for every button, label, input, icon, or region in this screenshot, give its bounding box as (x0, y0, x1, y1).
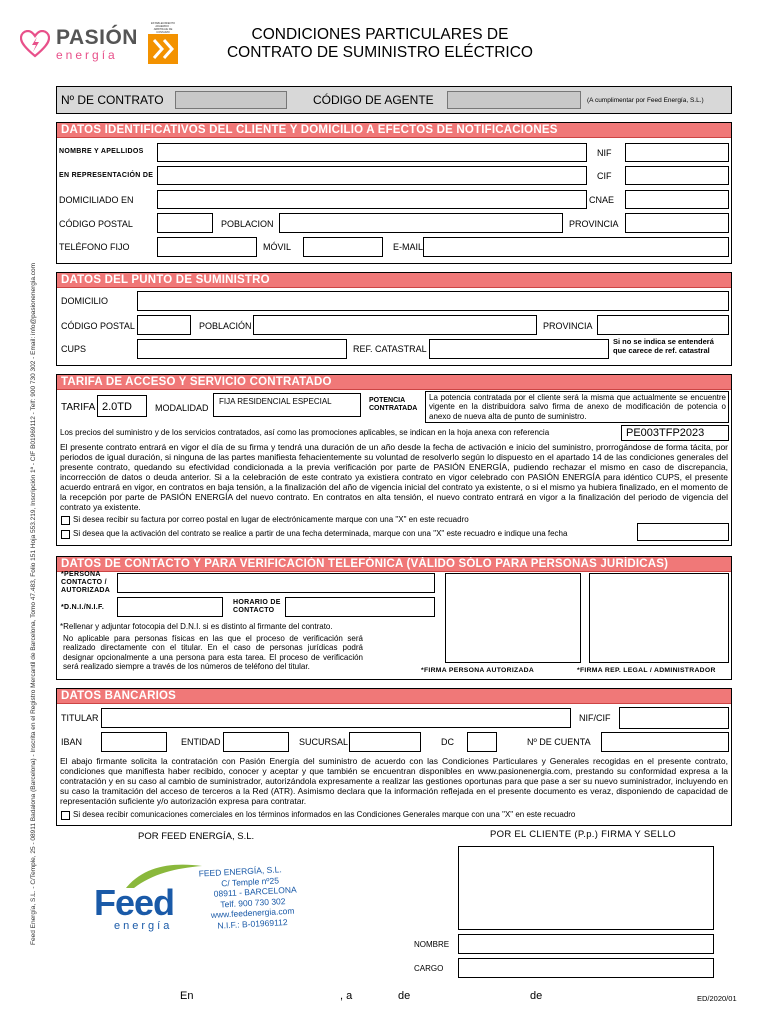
supply-province-field[interactable] (597, 315, 729, 335)
contact-note-2: No aplicable para personas físicas en las que el proceso de verificación será realizado directamente con el titular. En el caso de personas jurídicas podrá designar opcionalmente a una persona para esta tarea. El proceso de verificación será realizado siempre a través de los números de teléfono del titular. (63, 634, 363, 672)
brand-name: PASIÓN (56, 26, 138, 49)
prices-text: Los precios del suministro y de los servicios contratados, así como las promociones aplicables, se indican en la hoja anexa con referencia (60, 428, 550, 437)
name-field[interactable] (157, 143, 587, 162)
dni-label: *D.N.I./N.I.F. (61, 604, 105, 611)
account-label: Nº DE CUENTA (527, 737, 591, 747)
consent-text: El abajo firmante solicita la contratación con Pasión Energía del suministro de acuerdo con las Condiciones Particulares y Generales recogidas en el presente contrato, condiciones que manifiesta haber recibido, conocer y aceptar y que también se encuentran disponibles en www.pasionenergia.com, prestando su conformidad expresa a la contratación y en su caso al cambio de suministrador, autorizándola expresamente a realizar las gestiones oportunas para que pase a ser su nuevo suministrador, incluyendo en su caso la tramitación del acceso de terceros a la Red (ATR). Asimismo declara que la información reflejada en el presente documento es veraz, disponiendo de capacidad de representación suficiente y/o autorización expresa para contratar. (60, 756, 728, 806)
email-label: E-MAIL (393, 242, 424, 252)
contract-note: (A cumplimentar por Feed Energía, S.L.) (587, 97, 704, 104)
tariff-value: 2.0TD (102, 401, 132, 413)
side-legal-text: Feed Energía, S.L. - C/Temple, 25 - 08911 Badalona (Barcelona) - Inscrita en el Registro Mercantil de Barcelona, Tomo 47.483, Folio 151 Hoja 553.219, Inscripción 1ª - CIF B01969112 - Telf: 900 730 302 - Email: info@pasionenergia.com (30, 262, 37, 945)
client-section (56, 122, 732, 264)
cadastral-label: REF. CATASTRAL (353, 344, 427, 354)
feed-logo-word: Feed (94, 882, 175, 923)
sign-representative-label: *FIRMA REP. LEGAL / ADMINISTRADOR (577, 667, 716, 674)
mode-label: MODALIDAD (155, 403, 209, 413)
tariff-section (56, 374, 732, 546)
person-label-3: AUTORIZADA (61, 587, 111, 594)
signer-name-field[interactable] (458, 934, 714, 954)
province-field[interactable] (625, 213, 729, 233)
nif-label: NIF (597, 148, 612, 158)
rep-field[interactable] (157, 166, 587, 185)
cadastral-note (613, 337, 714, 355)
client-heading: DATOS IDENTIFICATIVOS DEL CLIENTE Y DOMICILIO A EFECTOS DE NOTIFICACIONES (57, 123, 731, 138)
brand-sub: energía (56, 48, 118, 62)
signer-role-label: CARGO (414, 964, 444, 973)
mobile-label: MÓVIL (263, 242, 292, 252)
consumer-seal (148, 22, 178, 70)
cnae-label: CNAE (589, 195, 615, 205)
contract-number-label: Nº DE CONTRATO (61, 93, 164, 107)
supply-address-label: DOMICILIO (61, 296, 109, 306)
cadastral-note-2: que carece de ref. catastral (613, 346, 710, 355)
comms-label: Si desea recibir comunicaciones comerciales en los términos informados en las Condiciones Generales marque con una "X" en este recuadro (73, 810, 576, 819)
reference-value: PE003TFP2023 (626, 427, 705, 439)
phone-label: TELÉFONO FIJO (59, 242, 130, 252)
hours-label-1: HORARIO DE (233, 599, 281, 606)
cadastral-field[interactable] (429, 339, 609, 359)
client-signature-label: POR EL CLIENTE (P.p.) FIRMA Y SELLO (490, 829, 676, 840)
version-label: ED/2020/01 (697, 994, 737, 1003)
entity-label: ENTIDAD (181, 737, 221, 747)
person-label-1: *PERSONA (61, 571, 101, 578)
hours-field[interactable] (285, 597, 435, 617)
sign-representative-box[interactable] (589, 573, 729, 663)
phone-field[interactable] (157, 237, 257, 257)
hours-label (233, 599, 281, 615)
contact-person-field[interactable] (117, 573, 435, 593)
cups-field[interactable] (137, 339, 347, 359)
feed-logo-sub: energía (114, 920, 173, 932)
nif-field[interactable] (625, 143, 729, 162)
supply-heading: DATOS DEL PUNTO DE SUMINISTRO (57, 273, 731, 288)
power-label-2: CONTRATADA (369, 405, 418, 412)
cups-label: CUPS (61, 344, 87, 354)
tariff-field[interactable] (97, 395, 147, 417)
bank-nif-label: NIF/CIF (579, 713, 611, 723)
contact-person-label (61, 571, 110, 595)
hours-label-2: CONTACTO (233, 607, 275, 614)
postal-label: CÓDIGO POSTAL (59, 219, 133, 229)
sign-authorized-box[interactable] (445, 573, 581, 663)
company-stamp (198, 864, 298, 932)
entity-field[interactable] (223, 732, 289, 752)
title-line-1: CONDICIONES PARTICULARES DE (251, 26, 509, 43)
supply-postal-label: CÓDIGO POSTAL (61, 321, 135, 331)
supply-city-field[interactable] (253, 315, 537, 335)
supply-postal-field[interactable] (137, 315, 191, 335)
tariff-label: TARIFA (61, 402, 96, 413)
stamp-line-6: N.I.F.: B-01969112 (217, 916, 288, 931)
activation-date-label: Si desea que la activación del contrato se realice a partir de una fecha determinada, marque con una "X" este recuadro e indique una fecha (73, 529, 568, 538)
account-field[interactable] (601, 732, 729, 752)
power-label-1: POTENCIA (369, 397, 406, 404)
contact-heading: DATOS DE CONTACTO Y PARA VERIFICACIÓN TELEFÓNICA (VÁLIDO SÓLO PARA PERSONAS JURÍDICAS) (57, 557, 731, 572)
tariff-heading: TARIFA DE ACCESO Y SERVICIO CONTRATADO (57, 375, 731, 390)
signer-role-field[interactable] (458, 958, 714, 978)
client-signature-box[interactable] (458, 846, 714, 930)
feed-signature-label: POR FEED ENERGÍA, S.L. (138, 831, 255, 842)
holder-field[interactable] (101, 708, 571, 728)
iban-field[interactable] (101, 732, 167, 752)
contact-note-1: *Rellenar y adjuntar fotocopia del D.N.I. si es distinto al firmante del contrato. (60, 622, 333, 631)
agent-code-label: CÓDIGO DE AGENTE (313, 93, 434, 107)
stamp-line-1: FEED ENERGÍA, S.L. (198, 864, 282, 879)
contact-section (56, 556, 732, 680)
cadastral-note-1: Si no se indica se entenderá (613, 337, 714, 346)
city-label: POBLACION (221, 219, 274, 229)
supply-province-label: PROVINCIA (543, 321, 593, 331)
seal-icon (148, 34, 178, 64)
date-of-label-2: de (530, 990, 543, 1002)
stamp-line-5: www.feedenergia.com (210, 905, 295, 920)
reference-field[interactable] (621, 425, 729, 441)
brand-logo (20, 26, 140, 66)
supply-section (56, 272, 732, 366)
place-label: En (180, 990, 194, 1002)
rep-label: EN REPRESENTACIÓN DE (59, 172, 154, 179)
province-label: PROVINCIA (569, 219, 619, 229)
mode-field[interactable] (213, 393, 361, 417)
activation-date-checkbox[interactable] (61, 530, 70, 539)
address-label: DOMICILIADO EN (59, 195, 134, 205)
contract-bar (56, 86, 732, 114)
bank-nif-field[interactable] (619, 707, 729, 729)
cnae-field[interactable] (625, 190, 729, 209)
supply-city-label: POBLACIÓN (199, 321, 252, 331)
postal-invoice-checkbox[interactable] (61, 516, 70, 525)
cif-label: CIF (597, 171, 612, 181)
seal-text: ESTABLECIMIENTO ADHERIDO · ARBITRAJE DE CONSUMO (150, 22, 176, 34)
stamp-line-2: C/ Temple nº25 (220, 874, 280, 888)
stamp-line-3: 08911 - BARCELONA (213, 884, 297, 899)
branch-label: SUCURSAL (299, 737, 349, 747)
dc-field[interactable] (467, 732, 497, 752)
address-field[interactable] (157, 190, 587, 209)
dc-label: DC (441, 737, 454, 747)
supply-address-field[interactable] (137, 291, 729, 311)
cif-field[interactable] (625, 166, 729, 185)
mode-value: FIJA RESIDENCIAL ESPECIAL (219, 397, 332, 406)
bank-section (56, 688, 732, 826)
mobile-field[interactable] (303, 237, 383, 257)
agent-code-field[interactable] (447, 91, 581, 109)
holder-label: TITULAR (61, 713, 99, 723)
signer-name-label: NOMBRE (414, 940, 450, 949)
city-field[interactable] (279, 213, 563, 233)
postal-field[interactable] (157, 213, 213, 233)
activation-date-field[interactable] (637, 523, 729, 541)
person-label-2: CONTACTO / (61, 579, 107, 586)
dni-field[interactable] (117, 597, 223, 617)
stamp-line-4: Telf. 900 730 302 (220, 895, 286, 909)
heart-icon (20, 30, 50, 58)
page-title (210, 26, 550, 62)
terms-text: El presente contrato entrará en vigor el día de su firma y tendrá una duración de un año desde la fecha de activación e inicio del suministro, prorrogándose de forma tácita, por periodos de igual duración, si ninguna de las partes manifiesta fehacientemente su voluntad de resolverlo según lo dispuesto en el apartado 14 de las condiciones generales del presente contrato, quedando su efectividad condicionada a la previa verificación por parte de PASIÓN ENERGÍA, pudiendo rechazar el mismo en caso de discrepancia, incorrección de datos o deuda anterior. Si a la celebración de este contrato ya existiera contrato en vigor celebrado con PASIÓN ENERGÍA para idéntico CUPS, el presente acuerdo entrará en vigor, en contratos en baja tensión, a la finalización del año de vigencia inicial del contrato ya existente, o si el mismo ya hubiera finalizado, en el momento de la recepción por parte de PASIÓN ENERGÍA del nuevo contrato. En contratos en alta tensión, el nuevo contrato entrará en vigor a la finalización del periodo de vigencia del contrato ya existente. (60, 442, 728, 512)
branch-field[interactable] (349, 732, 421, 752)
title-line-2: CONTRATO DE SUMINISTRO ELÉCTRICO (226, 44, 533, 61)
power-box (425, 391, 729, 423)
date-at-label: , a (340, 990, 353, 1002)
postal-invoice-label: Si desea recibir su factura por correo postal en lugar de electrónicamente marque con una "X" en este recuadro (73, 515, 469, 524)
power-text: La potencia contratada por el cliente será la misma que actualmente se encuentre vigente en la distribuidora salvo firma de anexo de modificación de potencia o anexo de nueva alta de punto de suministro. (429, 393, 726, 421)
iban-label: IBAN (61, 737, 83, 747)
name-label: NOMBRE Y APELLIDOS (59, 148, 144, 155)
comms-checkbox[interactable] (61, 811, 70, 820)
email-field[interactable] (423, 237, 729, 257)
sign-authorized-label: *FIRMA PERSONA AUTORIZADA (421, 667, 535, 674)
bank-heading: DATOS BANCARIOS (57, 689, 731, 704)
contract-number-field[interactable] (175, 91, 287, 109)
date-of-label-1: de (398, 990, 411, 1002)
feed-logo (94, 868, 194, 938)
power-label (369, 397, 417, 413)
